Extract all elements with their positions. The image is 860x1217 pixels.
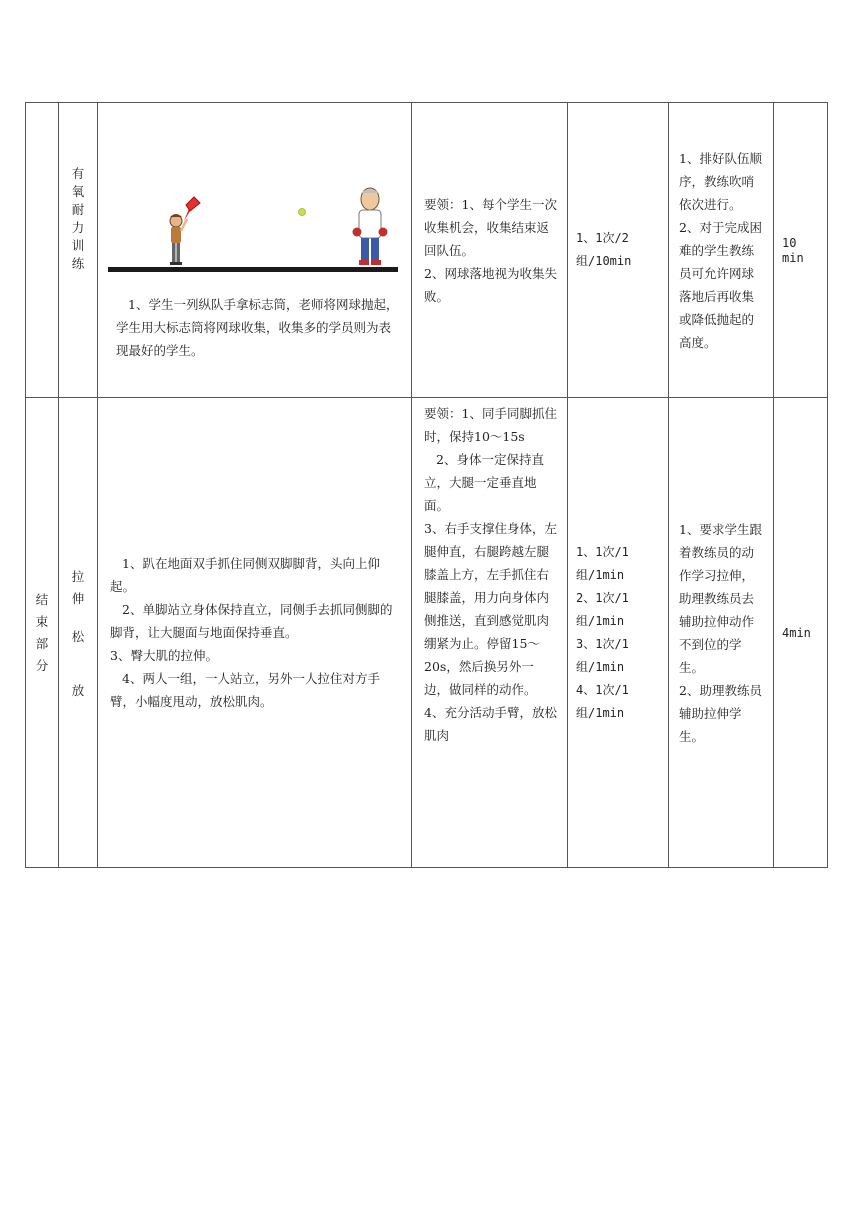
table-row (26, 398, 828, 868)
activity-label: 拉伸 松 放 (71, 568, 85, 698)
notes-cell (669, 103, 774, 398)
requirements-cell (412, 103, 568, 398)
note-item: 2、助理教练员辅助拉伸学生。 (679, 682, 762, 744)
dosage-item: 2、1次/1组/1min (576, 590, 629, 628)
requirements-cell (412, 398, 568, 868)
note-item: 2、对于完成困难的学生教练员可允许网球落地后再收集或降低抛起的高度。 (679, 219, 762, 350)
note-item: 1、要求学生跟着教练员的动作学习拉伸，助理教练员去辅助拉伸动作不到位的学生。 (679, 521, 762, 675)
activity-cell (59, 103, 98, 398)
content-paragraph: 1、学生一列纵队手拿标志筒，老师将网球抛起，学生用大标志筒将网球收集，收集多的学员则为表现最好的学生。 (116, 297, 399, 358)
content-cell (98, 398, 412, 868)
student-figure (170, 214, 187, 265)
section-cell (26, 103, 59, 398)
content-paragraph: 4、两人一组，一人站立，另外一人拉住对方手臂，小幅度甩动，放松肌肉。 (110, 671, 380, 709)
time-value: 10 min (782, 236, 804, 265)
content-paragraph: 2、单脚站立身体保持直立，同侧手去抓同侧脚的脚背，让大腿面与地面保持垂直。 (110, 602, 393, 640)
dosage-item: 4、1次/1组/1min (576, 682, 629, 720)
dosage-item: 1、1次/1组/1min (576, 544, 629, 582)
requirement-item: 4、充分活动手臂，放松肌肉 (424, 705, 557, 743)
tennis-ball-drill-illustration (108, 161, 398, 281)
tennis-ball-icon (299, 209, 306, 216)
requirement-item: 3、右手支撑住身体，左腿伸直，右腿跨越左腿膝盖上方，左手抓住右腿膝盖，用力向身体内侧推送，直到感觉肌肉绷紧为止。停留15～20s，然后换另外一边，做同样的动作。 (424, 521, 557, 697)
cone-icon (184, 197, 200, 221)
content-paragraph: 3、臀大肌的拉伸。 (110, 648, 218, 663)
activity-cell (59, 398, 98, 868)
activity-label: 有氧耐力训练 (71, 166, 85, 271)
time-cell (774, 103, 828, 398)
lesson-plan-table (25, 102, 828, 868)
content-paragraph: 1、趴在地面双手抓住同侧双脚脚背，头向上仰起。 (110, 556, 380, 594)
requirement-item: 2、身体一定保持直立，大腿一定垂直地面。 (424, 452, 544, 513)
table-row (26, 103, 828, 398)
coach-figure (353, 188, 388, 265)
dosage-item: 3、1次/1组/1min (576, 636, 629, 674)
notes-cell (669, 398, 774, 868)
section-cell (26, 398, 59, 868)
requirement-item: 2、网球落地视为收集失败。 (424, 265, 557, 304)
dosage-cell (568, 103, 669, 398)
dosage-cell (568, 398, 669, 868)
section-label: 结束部分 (35, 591, 49, 673)
time-value: 4min (782, 626, 811, 640)
note-item: 1、排好队伍顺序，教练吹哨依次进行。 (679, 150, 762, 212)
dosage-item: 1、1次/2组/10min (576, 231, 632, 268)
time-cell (774, 398, 828, 868)
requirement-item: 要领：1、同手同脚抓住时，保持10～15s (424, 406, 557, 444)
requirement-item: 要领：1、每个学生一次收集机会，收集结束返回队伍。 (424, 196, 557, 258)
content-cell (98, 103, 412, 398)
